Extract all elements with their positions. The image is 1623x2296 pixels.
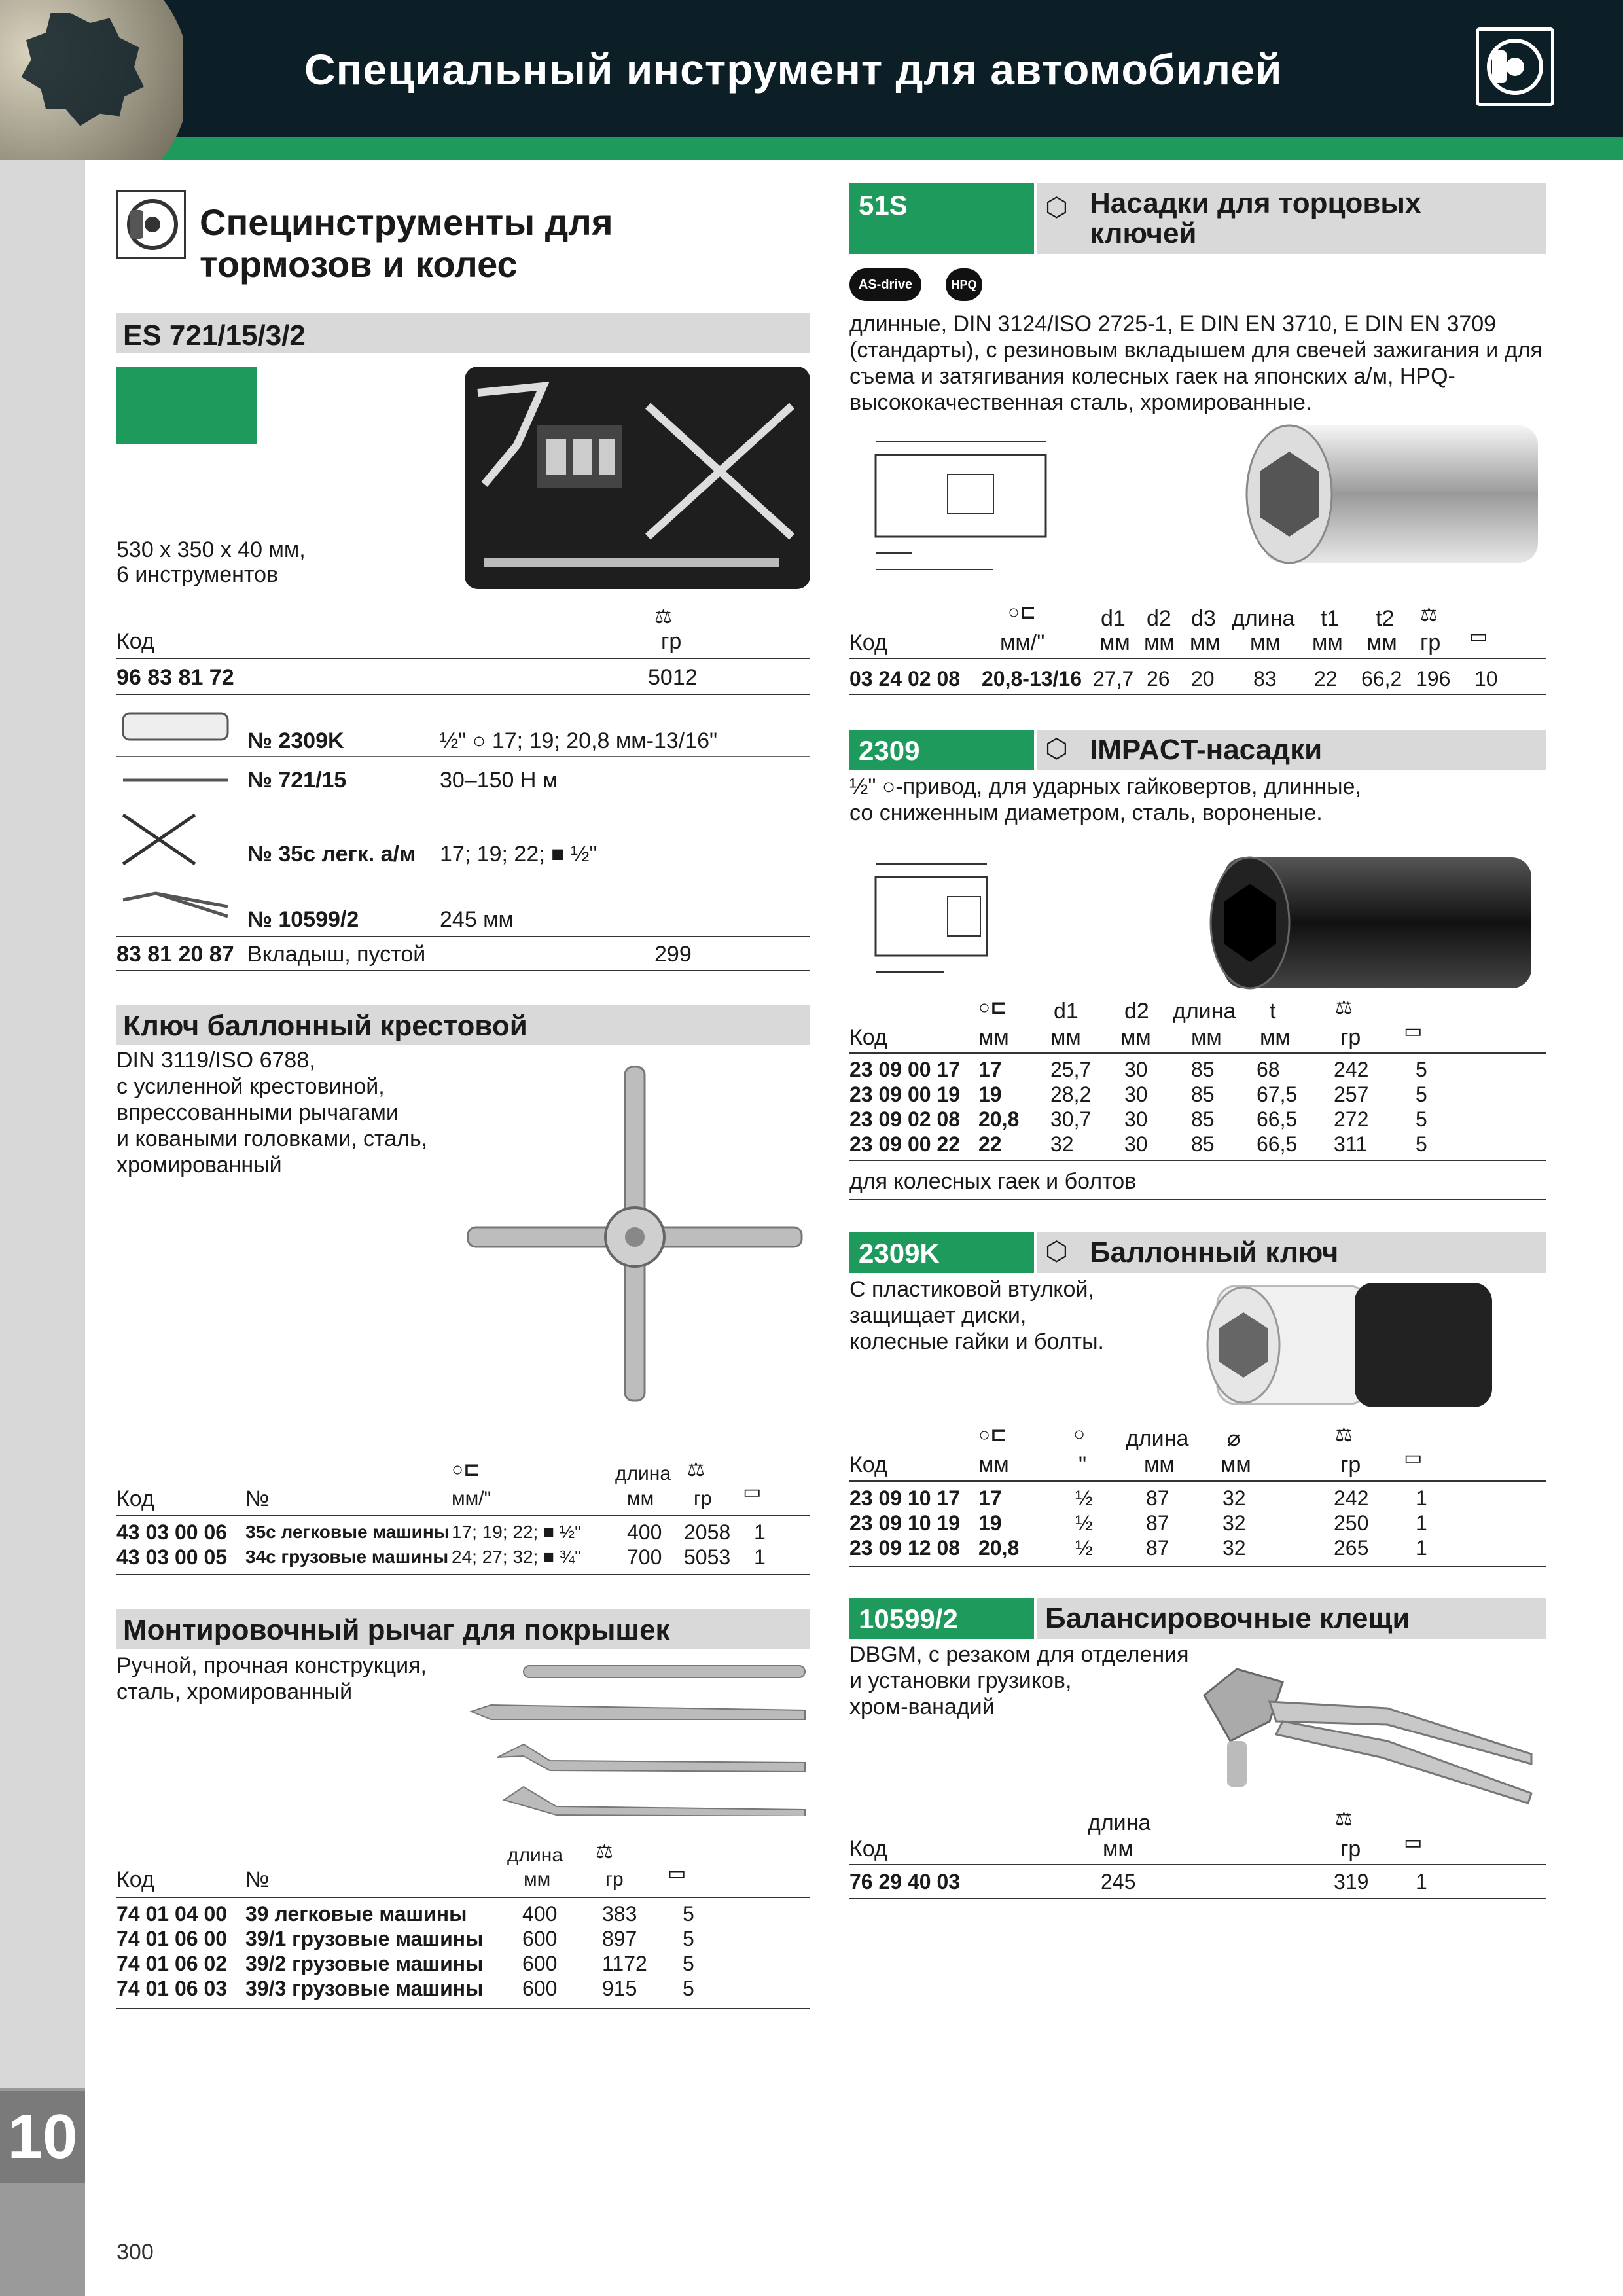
s2309k-row-pack: 1 (1416, 1536, 1427, 1560)
s2309k-unit: гр (1340, 1452, 1361, 1477)
s51-desc-line: длинные, DIN 3124/ISO 2725-1, E DIN EN 3710, E DIN EN 3709 (849, 312, 1497, 336)
s2309-row-len: 85 (1191, 1107, 1215, 1131)
s2309k-row-dia: 32 (1222, 1536, 1246, 1560)
s10599-description (849, 1641, 1189, 1720)
s2309-tab-label: 2309 (859, 735, 920, 766)
cross-row-len: 400 (627, 1520, 662, 1544)
rule (116, 2008, 810, 2009)
s10599-col-code: Код (849, 1837, 887, 1861)
s51-row-weight: 196 (1416, 667, 1451, 691)
s10599-col-len: мм (1103, 1837, 1133, 1861)
rule (116, 1515, 810, 1516)
cross-row-weight: 5053 (684, 1545, 731, 1569)
lever-col-no: № (245, 1867, 270, 1892)
tire-levers-image (465, 1659, 812, 1816)
table-row (116, 1901, 810, 1926)
rule (849, 1898, 1546, 1899)
table-row (849, 1535, 1546, 1560)
rule (849, 1199, 1546, 1200)
rule (849, 694, 1546, 695)
es-item-desc: 245 мм (440, 907, 514, 932)
cross-col-weight: гр (694, 1488, 712, 1509)
s2309k-row-code: 23 09 12 08 (849, 1536, 961, 1560)
s2309-col-code: Код (849, 1025, 887, 1050)
s51-socket-image (1237, 412, 1544, 576)
s2309-unit: мм (1191, 1025, 1222, 1050)
gear-socket-logo-icon (0, 0, 183, 160)
socket-thumb-image (116, 707, 234, 746)
lever-description (116, 1653, 427, 1705)
s2309-row-code: 23 09 00 19 (849, 1083, 961, 1106)
s2309-head-d1: d1 (1054, 999, 1079, 1024)
cross-col-code: Код (116, 1486, 154, 1511)
s2309-row-code: 23 09 00 22 (849, 1132, 961, 1156)
brake-disc-icon (1476, 27, 1554, 106)
s2309-unit: гр (1340, 1025, 1361, 1050)
s2309-row-d1: 32 (1050, 1132, 1074, 1156)
green-swatch (116, 367, 257, 444)
s2309-head-d2: d2 (1124, 999, 1149, 1024)
es-item-no: № 2309K (247, 728, 344, 753)
wrench-size-icon: ○⊏ (452, 1459, 480, 1480)
s10599-title: Балансировочные клещи (1045, 1602, 1410, 1634)
lever-head-len: длина (507, 1844, 563, 1866)
package-icon: ▭ (1404, 1447, 1423, 1469)
lever-row-code: 74 01 06 00 (116, 1927, 228, 1950)
s2309k-tab-label: 2309K (859, 1238, 940, 1268)
s10599-tab-label: 10599/2 (859, 1604, 958, 1634)
hpq-badge: HPQ (946, 268, 982, 301)
rule (849, 1052, 1546, 1054)
s51-tab-label: 51S (859, 190, 908, 221)
s2309-row-d1: 28,2 (1050, 1083, 1092, 1106)
s2309-row-pack: 5 (1416, 1132, 1427, 1156)
pliers-thumb-image (116, 880, 234, 926)
s2309-row-len: 85 (1191, 1132, 1215, 1156)
es-weight: 5012 (648, 665, 698, 690)
s51-row-size: 20,8-13/16 (982, 667, 1082, 691)
s2309-row-d2: 30 (1124, 1107, 1148, 1131)
s2309k-title: Баллонный ключ (1090, 1236, 1339, 1268)
table-row (849, 1511, 1546, 1535)
s10599-row-code: 76 29 40 03 (849, 1870, 961, 1893)
brake-disc-section-icon (116, 190, 186, 259)
cross-head-len: длина (615, 1463, 671, 1484)
s2309-impact-socket-image (1198, 844, 1538, 1001)
s51-unit: мм (1144, 630, 1175, 655)
lever-title: Монтировочный рычаг для покрышек (123, 1614, 670, 1646)
s51-unit: мм (1250, 630, 1281, 655)
rule (849, 1160, 1546, 1161)
section-title (200, 202, 613, 285)
lever-row-pack: 5 (683, 1902, 694, 1926)
s2309k-desc-line: С пластиковой втулкой, (849, 1277, 1094, 1302)
rule (116, 936, 810, 937)
s2309k-desc-line: колесные гайки и болты. (849, 1329, 1104, 1354)
s2309-row-size: 17 (978, 1058, 1002, 1081)
s51-row-d2: 26 (1147, 667, 1170, 691)
s2309k-unit: мм (1221, 1452, 1251, 1477)
es-col-weight: гр (661, 629, 682, 654)
s51-drawing (849, 429, 1072, 586)
s51-row-len: 83 (1253, 667, 1277, 691)
insert-weight: 299 (654, 942, 692, 967)
section-title-line1: Специнструменты для (200, 202, 613, 243)
hex-socket-icon: ⬡ (1045, 1237, 1068, 1266)
cross-row-pack: 1 (754, 1545, 766, 1569)
s2309k-col-code: Код (849, 1452, 887, 1477)
cross-desc-line: хромированный (116, 1153, 282, 1177)
s51-row-pack: 10 (1474, 667, 1498, 691)
rule (849, 1566, 1546, 1567)
es-col-code: Код (116, 629, 154, 654)
table-row (849, 1107, 1546, 1132)
rule (116, 658, 810, 659)
lever-rows (116, 1901, 810, 2001)
s10599-head-len: длина (1088, 1810, 1151, 1835)
cross-col-size: мм/" (452, 1488, 491, 1509)
s10599-row-pack: 1 (1416, 1870, 1427, 1893)
lever-row-no: 39/2 грузовые машины (245, 1952, 484, 1975)
table-row (849, 1057, 1546, 1082)
s2309-row-size: 19 (978, 1083, 1002, 1106)
s2309k-unit: мм (978, 1452, 1009, 1477)
lever-row-no: 39 легковые машины (245, 1902, 467, 1926)
table-row (849, 1486, 1546, 1511)
s2309-unit: мм (978, 1025, 1009, 1050)
es-item-desc: 30–150 Н м (440, 768, 558, 793)
s2309-row-d2: 30 (1124, 1083, 1148, 1106)
cross-description (116, 1047, 427, 1178)
s2309-drawing (849, 851, 1013, 988)
s2309k-head-dia: ⌀ (1227, 1426, 1241, 1451)
s51-row-d3: 20 (1191, 667, 1215, 691)
cross-col-no: № (245, 1486, 270, 1511)
s2309k-row-code: 23 09 10 17 (849, 1486, 961, 1510)
weight-scale-icon: ⚖ (687, 1459, 705, 1480)
s51-unit: мм (1366, 630, 1397, 655)
s10599-desc-line: и установки грузиков, (849, 1668, 1072, 1693)
wrench-size-icon: ○⊏ (1008, 601, 1037, 623)
s51-row-t1: 22 (1314, 667, 1338, 691)
package-icon: ▭ (1469, 626, 1488, 647)
wrench-size-icon: ○⊏ (978, 997, 1007, 1018)
s2309k-title-bar (1037, 1232, 1546, 1273)
s51-row-t2: 66,2 (1361, 667, 1402, 691)
s2309-row-pack: 5 (1416, 1083, 1427, 1106)
s2309k-row-size: 19 (978, 1511, 1002, 1535)
weight-scale-icon: ⚖ (596, 1841, 613, 1863)
rule (849, 1480, 1546, 1482)
cross-desc-line: и коваными головками, сталь, (116, 1126, 428, 1151)
lever-row-len: 600 (522, 1952, 558, 1975)
package-icon: ▭ (1404, 1020, 1423, 1042)
s2309k-row-weight: 242 (1334, 1486, 1369, 1510)
chapter-number: 10 (0, 2091, 85, 2183)
table-row (849, 1082, 1546, 1107)
es-title-bar (116, 313, 810, 353)
es-item-no: № 35c легк. а/м (247, 842, 416, 867)
lever-row-code: 74 01 06 03 (116, 1977, 228, 2000)
s2309-row-t: 67,5 (1257, 1083, 1298, 1106)
s2309-rows (849, 1057, 1546, 1157)
s51-unit: мм (1312, 630, 1343, 655)
package-icon: ▭ (668, 1863, 687, 1884)
s51-desc-line: съема и затягивания колесных гаек на японских а/м, HPQ- (849, 364, 1455, 389)
s51-tab (849, 183, 1034, 254)
s51-head-t2: t2 (1376, 606, 1395, 631)
insert-desc: Вкладыш, пустой (247, 942, 426, 967)
lever-row-len: 600 (522, 1977, 558, 2000)
s2309-row-d2: 30 (1124, 1132, 1148, 1156)
s2309-row-code: 23 09 02 08 (849, 1107, 961, 1131)
rule (116, 756, 810, 757)
s2309-row-len: 85 (1191, 1058, 1215, 1081)
s2309k-row-dia: 32 (1222, 1486, 1246, 1510)
s2309-row-d2: 30 (1124, 1058, 1148, 1081)
s2309k-row-drive: ½ (1075, 1536, 1093, 1560)
weight-scale-icon: ⚖ (1335, 997, 1353, 1018)
es-code-title: ES 721/15/3/2 (123, 319, 306, 351)
s2309-head-len: длина (1173, 999, 1236, 1024)
lever-col-weight: гр (605, 1869, 624, 1890)
package-icon: ▭ (1404, 1832, 1423, 1854)
cross-wrench-thumb-image (116, 808, 202, 870)
s2309-row-t: 66,5 (1257, 1107, 1298, 1131)
lever-desc-line: Ручной, прочная конструкция, (116, 1653, 427, 1678)
s2309-title-bar (1037, 730, 1546, 770)
lever-col-len: мм (524, 1869, 551, 1890)
es-count: 6 инструментов (116, 562, 279, 587)
drive-square-icon: ○ (1073, 1424, 1086, 1445)
weight-scale-icon: ⚖ (654, 606, 672, 628)
lever-row-no: 39/1 грузовые машины (245, 1927, 484, 1950)
s51-row-d1: 27,7 (1093, 667, 1134, 691)
s51-unit: мм (1190, 630, 1221, 655)
s51-title-bar (1037, 183, 1546, 254)
s2309-row-size: 20,8 (978, 1107, 1020, 1131)
cross-row-code: 43 03 00 06 (116, 1520, 228, 1544)
s2309-row-pack: 5 (1416, 1107, 1427, 1131)
lever-row-len: 400 (522, 1902, 558, 1926)
s2309-desc-line: ½" ○-привод, для ударных гайковертов, длинные, (849, 774, 1361, 799)
rule (116, 694, 810, 695)
s51-head-d2: d2 (1147, 606, 1171, 631)
s2309-row-weight: 311 (1334, 1132, 1368, 1156)
lever-row-code: 74 01 04 00 (116, 1902, 228, 1926)
table-row (849, 1132, 1546, 1157)
table-row (116, 1926, 810, 1951)
s2309-row-d1: 25,7 (1050, 1058, 1092, 1081)
hex-socket-icon: ⬡ (1045, 193, 1068, 222)
es-item-desc: ½" ○ 17; 19; 20,8 мм-13/16" (440, 728, 718, 753)
weight-scale-icon: ⚖ (1335, 1808, 1353, 1830)
s2309k-description (849, 1276, 1104, 1355)
s51-head-t1: t1 (1321, 606, 1340, 631)
s2309-title: IMPACT-насадки (1090, 734, 1323, 766)
s2309-unit: мм (1120, 1025, 1151, 1050)
tool-set-tray-image (465, 367, 810, 589)
lever-row-weight: 897 (602, 1927, 637, 1950)
rule (116, 970, 810, 971)
s2309k-row-pack: 1 (1416, 1511, 1427, 1535)
s51-title-line2: ключей (1090, 217, 1197, 249)
s2309k-row-drive: ½ (1075, 1486, 1093, 1510)
s51-desc-line: высококачественная сталь, хромированные. (849, 390, 1312, 415)
s51-title-line1: Насадки для торцовых (1090, 187, 1421, 219)
s10599-title-bar (1037, 1598, 1546, 1639)
lever-col-code: Код (116, 1867, 154, 1892)
s2309k-row-len: 87 (1146, 1511, 1169, 1535)
wrench-size-icon: ○⊏ (978, 1424, 1007, 1446)
s2309k-row-dia: 32 (1222, 1511, 1246, 1535)
s51-title (1090, 188, 1421, 249)
cross-row-no: 35c легковые машины (245, 1522, 450, 1542)
s2309k-rows (849, 1486, 1546, 1560)
s2309-desc-line: со сниженным диаметром, сталь, вороненые. (849, 800, 1323, 825)
rule (849, 1864, 1546, 1865)
rule (849, 658, 1546, 659)
s10599-desc-line: DBGM, с резаком для отделения (849, 1642, 1189, 1667)
s51-description (849, 311, 1550, 416)
s2309k-row-weight: 250 (1334, 1511, 1369, 1535)
weight-scale-icon: ⚖ (1420, 604, 1438, 626)
es-item-desc: 17; 19; 22; ■ ½" (440, 842, 597, 867)
s2309-tab (849, 730, 1034, 770)
left-margin-band (0, 0, 85, 2296)
s51-col-code: Код (849, 630, 887, 655)
weight-scale-icon: ⚖ (1335, 1424, 1353, 1446)
s2309k-unit: мм (1144, 1452, 1175, 1477)
s2309k-socket-image (1198, 1276, 1499, 1414)
table-row (116, 1951, 810, 1976)
lever-row-pack: 5 (683, 1927, 694, 1950)
s2309k-row-pack: 1 (1416, 1486, 1427, 1510)
s2309-row-weight: 272 (1334, 1107, 1369, 1131)
cross-title: Ключ баллонный крестовой (123, 1010, 527, 1042)
table-row (116, 1976, 810, 2001)
s51-head-d1: d1 (1101, 606, 1126, 631)
cross-row-len: 700 (627, 1545, 662, 1569)
cross-col-len: мм (627, 1488, 654, 1509)
rule (116, 1574, 810, 1575)
s2309-description (849, 774, 1361, 826)
s2309k-desc-line: защищает диски, (849, 1303, 1027, 1328)
cross-title-bar (116, 1005, 810, 1045)
s2309-note: для колесных гаек и болтов (849, 1169, 1137, 1194)
lever-row-pack: 5 (683, 1977, 694, 2000)
header-green-stripe (0, 137, 1623, 160)
s10599-desc-line: хром-ванадий (849, 1695, 995, 1719)
s10599-col-weight: гр (1340, 1837, 1361, 1861)
lever-row-weight: 383 (602, 1902, 637, 1926)
lever-title-bar (116, 1609, 810, 1649)
s2309k-unit: " (1079, 1452, 1087, 1477)
lever-row-weight: 915 (602, 1977, 637, 2000)
cross-wrench-image (458, 1060, 812, 1414)
s2309-unit: мм (1260, 1025, 1291, 1050)
s10599-row-weight: 319 (1334, 1870, 1369, 1893)
es-item-no: № 721/15 (247, 768, 347, 793)
es-dimensions: 530 x 350 x 40 мм, (116, 537, 306, 562)
hex-socket-icon: ⬡ (1045, 734, 1068, 763)
cross-row-code: 43 03 00 05 (116, 1545, 228, 1569)
s2309-row-d1: 30,7 (1050, 1107, 1092, 1131)
s2309k-row-weight: 265 (1334, 1536, 1369, 1560)
balancing-pliers-image (1191, 1643, 1544, 1813)
s51-desc-line: (стандарты), с резиновым вкладышем для свечей зажигания и для (849, 338, 1543, 363)
lever-row-weight: 1172 (602, 1952, 647, 1975)
insert-code: 83 81 20 87 (116, 942, 234, 967)
lever-row-no: 39/3 грузовые машины (245, 1977, 484, 2000)
cross-row-size: 24; 27; 32; ■ ¾" (452, 1547, 582, 1567)
s2309k-tab (849, 1232, 1034, 1273)
s2309-row-t: 66,5 (1257, 1132, 1298, 1156)
cross-row-pack: 1 (754, 1520, 766, 1544)
s10599-tab (849, 1598, 1034, 1639)
lever-row-len: 600 (522, 1927, 558, 1950)
page-number: 300 (116, 2240, 154, 2265)
s51-head-d3: d3 (1191, 606, 1216, 631)
s2309k-head-len: длина (1126, 1426, 1189, 1451)
s2309k-row-code: 23 09 10 19 (849, 1511, 961, 1535)
s2309k-row-len: 87 (1146, 1536, 1169, 1560)
s2309-row-code: 23 09 00 17 (849, 1058, 961, 1081)
s51-col-size: мм/" (1000, 630, 1045, 655)
lever-row-pack: 5 (683, 1952, 694, 1975)
lever-desc-line: сталь, хромированный (116, 1679, 353, 1704)
cross-row-weight: 2058 (684, 1520, 731, 1544)
s2309-row-size: 22 (978, 1132, 1002, 1156)
s10599-row-len: 245 (1101, 1870, 1136, 1893)
s2309-row-pack: 5 (1416, 1058, 1427, 1081)
s2309-head-t: t (1270, 999, 1276, 1024)
s2309k-row-drive: ½ (1075, 1511, 1093, 1535)
s2309k-row-size: 20,8 (978, 1536, 1020, 1560)
package-icon: ▭ (743, 1481, 762, 1503)
es-code: 96 83 81 72 (116, 665, 234, 690)
s2309k-row-size: 17 (978, 1486, 1002, 1510)
lever-row-code: 74 01 06 02 (116, 1952, 228, 1975)
s2309-unit: мм (1050, 1025, 1081, 1050)
page-title: Специальный инструмент для автомобилей (304, 45, 1283, 94)
cross-desc-line: впрессованными рычагами (116, 1100, 399, 1125)
section-title-line2: тормозов и колес (200, 243, 518, 285)
cross-desc-line: DIN 3119/ISO 6788, (116, 1048, 315, 1073)
s51-unit: мм (1099, 630, 1130, 655)
s2309-row-len: 85 (1191, 1083, 1215, 1106)
rule (116, 1897, 810, 1898)
s2309-row-weight: 257 (1334, 1083, 1369, 1106)
s2309-row-t: 68 (1257, 1058, 1280, 1081)
s51-unit: гр (1420, 630, 1441, 655)
s51-head-len: длина (1232, 606, 1295, 631)
s51-row-code: 03 24 02 08 (849, 667, 961, 691)
s2309k-row-len: 87 (1146, 1486, 1169, 1510)
as-drive-badge: AS-drive (849, 268, 921, 301)
cross-desc-line: с усиленной крестовиной, (116, 1074, 385, 1099)
torque-wrench-thumb-image (116, 767, 234, 793)
cross-row-size: 17; 19; 22; ■ ½" (452, 1522, 582, 1542)
cross-row-no: 34c грузовые машины (245, 1547, 449, 1567)
s2309-row-weight: 242 (1334, 1058, 1369, 1081)
es-item-no: № 10599/2 (247, 907, 359, 932)
